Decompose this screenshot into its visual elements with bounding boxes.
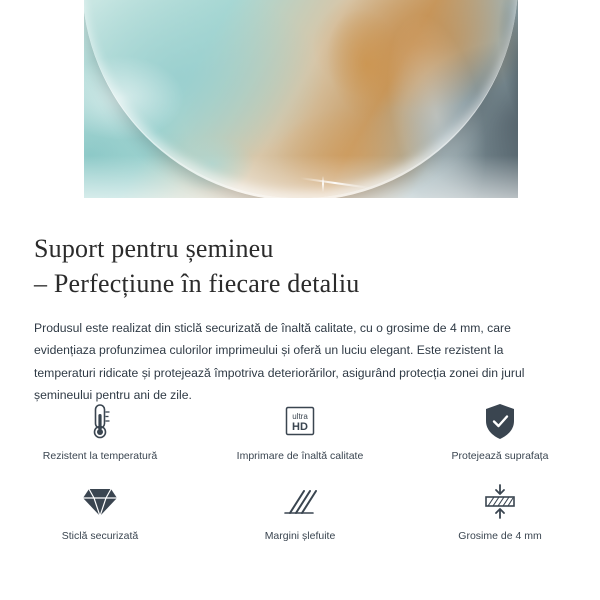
feature-item-polished-edges [200,480,400,552]
feature-label: Rezistent la temperatură [42,450,158,462]
feature-label: Protejează suprafața [451,450,549,462]
polished-edges-icon [280,480,320,524]
svg-text:ultra: ultra [292,412,308,421]
feature-item-temperature [0,400,200,472]
thickness-icon [480,480,520,524]
glass-plate-fill [82,0,518,201]
feature-label: Sticlă securizată [61,530,139,542]
content-block [0,222,600,406]
feature-label: Grosime de 4 mm [458,530,542,542]
hero-mask-left [0,0,84,222]
hero-mask-bottom [0,198,600,222]
ultra-hd-icon [280,400,320,444]
svg-text:HD: HD [292,421,308,433]
hero-mask-right [518,0,600,222]
shield-check-icon [481,400,519,444]
feature-item-surface-protection [400,400,600,472]
thermometer-icon [83,400,117,444]
diamond-icon [80,480,120,524]
page-title-line-1: Suport pentru șemineu [34,234,274,263]
feature-label: Margini șlefuite [264,530,336,542]
feature-grid [0,400,600,552]
feature-item-thickness [400,480,600,552]
feature-label: Imprimare de înaltă calitate [236,450,364,462]
body-paragraph: Produsul este realizat din sticlă securizată de înaltă calitate, cu o grosime de 4 mm, care evidențiaza profunzimea culorilor imprimeului și oferă un luciu elegant. Este rezistent la temperaturi ridicate și protejează împotriva deteriorărilor, asigurând protecția zonei din jurul șemineului pentru ani de zile. [34,321,525,402]
page-title-line-2: – Perfecțiune în fiecare detaliu [34,268,360,298]
glass-plate-shape [82,0,518,201]
feature-item-tempered-glass [0,480,200,552]
glass-glint-vertical-icon [322,176,324,192]
page-title [0,222,600,301]
hero-image [0,0,600,222]
feature-item-print-quality [200,400,400,472]
